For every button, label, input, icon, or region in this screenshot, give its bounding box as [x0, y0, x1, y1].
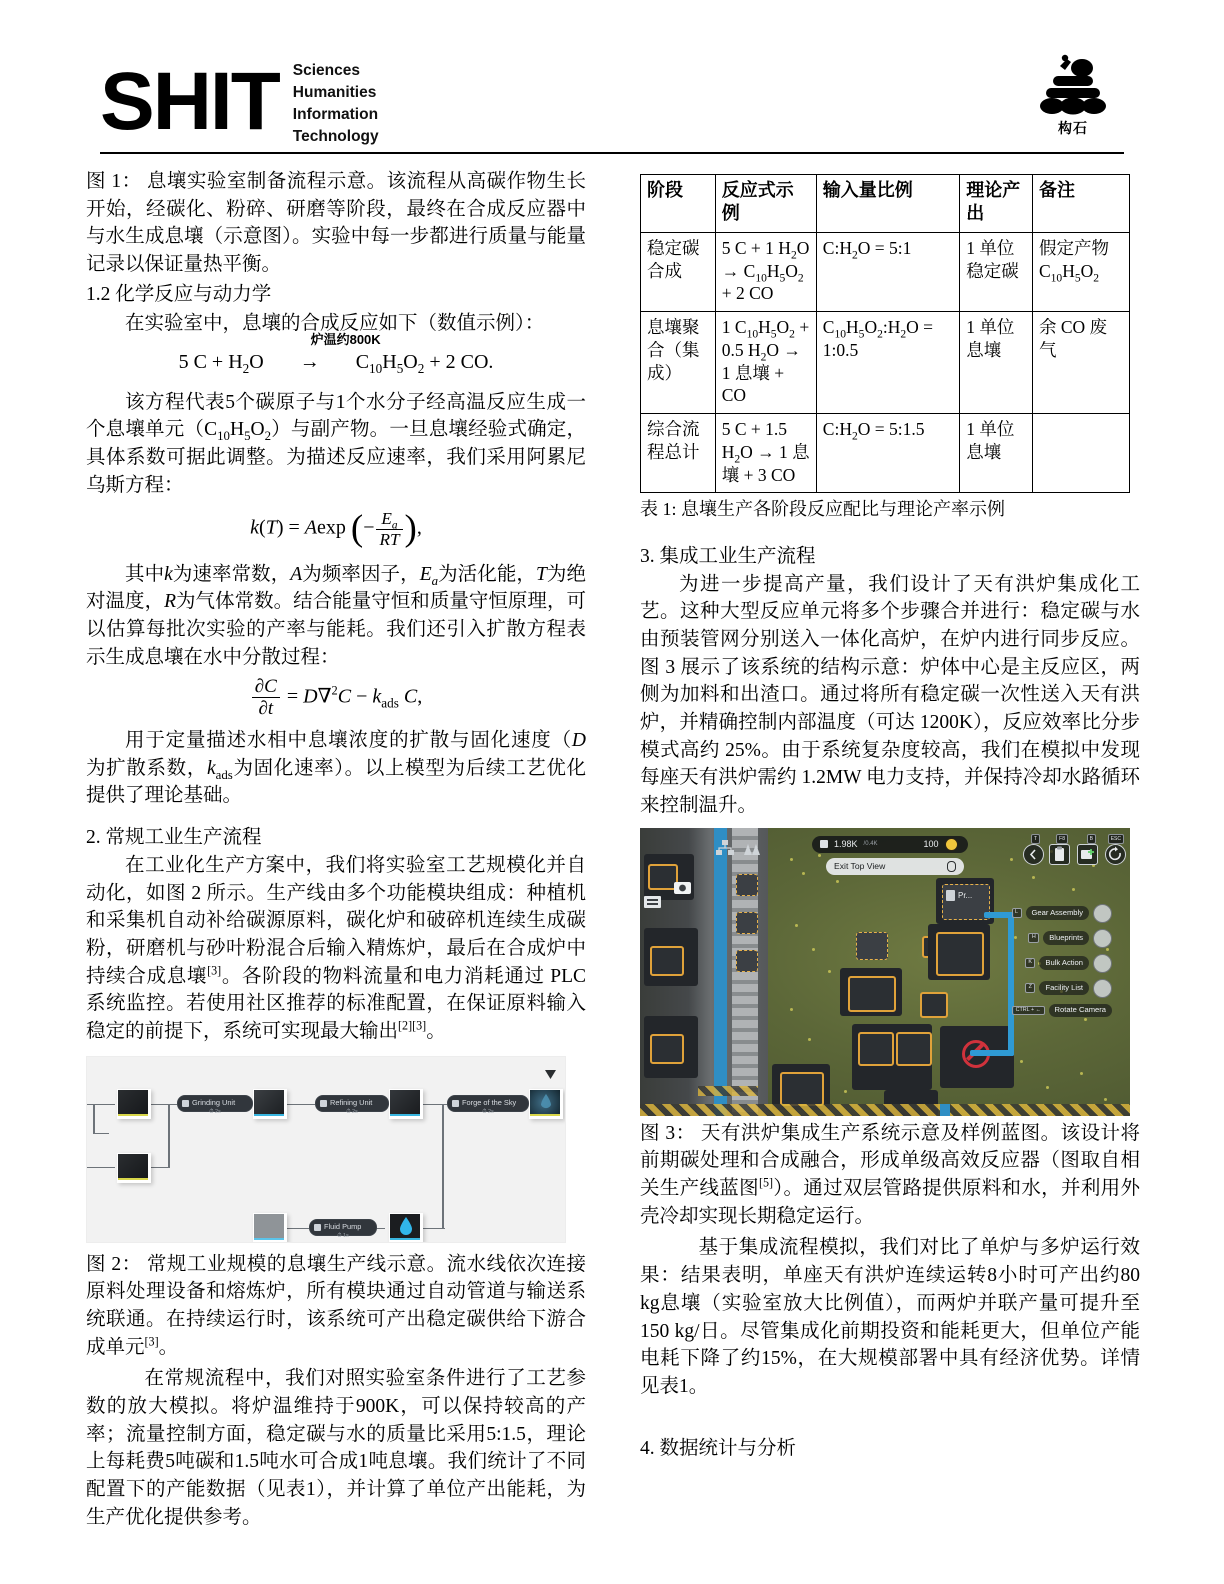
menu-item-gear-assembly[interactable] [1012, 904, 1113, 923]
cell-stage: 稳定碳合成 [641, 232, 716, 311]
bottom-hazard-strip [640, 1104, 1130, 1116]
rotate-tool-button[interactable] [1105, 844, 1126, 865]
figure-2-production-flowchart [86, 1056, 566, 1243]
logo-expansion-line-3: Information [292, 106, 379, 123]
flow-item-carbon-source [117, 1089, 151, 1119]
cell-output: 1 单位息壤 [960, 414, 1033, 493]
flow-node-forge-of-the-sky[interactable] [447, 1095, 529, 1115]
menu-key-gear-assembly: L [1012, 908, 1022, 918]
storage-icon[interactable] [644, 894, 661, 909]
bulk-action-icon[interactable] [1093, 954, 1112, 973]
table-row [641, 232, 1130, 311]
blueprint-add-tool-button[interactable] [1077, 844, 1098, 865]
table-header-note: 备注 [1032, 175, 1129, 233]
bottom-water-marker [940, 1104, 950, 1116]
cell-output: 1 单位稳定碳 [960, 232, 1033, 311]
arrhenius-equation: k(T) = Aexp (− $\frac{E_a}{RT}$ ), [250, 507, 422, 549]
section-1-2-intro: 在实验室中，息壤的合成反应如下（数值示例）： [125, 313, 545, 335]
undo-tool-button[interactable] [1023, 844, 1044, 865]
flow-item-refined-carbon [389, 1089, 423, 1119]
reaction-condition: 炉温约800K [310, 332, 381, 348]
exit-top-view-label: Exit Top View [834, 860, 886, 871]
resource-value: 1.98K [834, 838, 858, 849]
smelter-core[interactable] [848, 976, 896, 1012]
table-header-output: 理论产出 [960, 175, 1033, 233]
logo-expansion-line-2: Humanities [292, 84, 377, 101]
menu-key-bulk-action: K [1025, 958, 1036, 968]
flow-node-forge-of-the-sky-label: Forge of the Sky [462, 1097, 517, 1107]
logo-expansion-line-4: Technology [292, 128, 379, 145]
publisher-mark [1030, 54, 1116, 138]
exit-top-view-button[interactable] [826, 858, 964, 875]
cell-stage: 综合流程总计 [641, 414, 716, 493]
coin-icon [945, 838, 958, 851]
reaction-equation [86, 332, 586, 377]
grinding-unit-icon [182, 1100, 189, 1107]
production-label-text: Pr... [958, 890, 973, 900]
paragraph-after-diffusion: 用于定量描述水相中息壤浓度的扩散与固化速度（D 为扩散系数，$k_{ads}$为固化速率）。以上模型为后续工艺优化提供了理论基础。 [86, 730, 586, 807]
section-2-heading: 2. 常规工业生产流程 [86, 827, 262, 849]
figure-3-game-screenshot [640, 828, 1130, 1116]
conveyor-plate[interactable] [736, 950, 758, 972]
flow-node-grinding-unit-label: Grinding Unit [192, 1097, 236, 1107]
left-column [86, 168, 586, 1532]
section-3-heading: 3. 集成工业生产流程 [640, 545, 816, 567]
blueprints-icon[interactable] [1093, 929, 1112, 948]
conveyor-plate[interactable] [736, 874, 758, 896]
production-list-icon [946, 890, 955, 901]
flow-node-refining-unit-time: ⏱ 2s [346, 1108, 358, 1115]
cell-stage: 息壤聚合（集成） [641, 312, 716, 414]
mouse-icon [947, 861, 956, 872]
coolant-pipe [984, 912, 1014, 918]
resource-unit: /0.4K [863, 840, 878, 847]
masthead-divider [100, 152, 1124, 154]
flow-node-fluid-pump-time: ⏱ 1s [337, 1232, 349, 1239]
figure-2-caption: 图 2： 常规工业规模的息壤生产线示意。流水线依次连接原料处理设备和熔炼炉，所有模块通过自动管道与输送系统联通。在持续运行时，该系统可产出稳定碳供给下游合成单元[3]。 [86, 1253, 586, 1358]
flow-node-grinding-unit[interactable] [177, 1095, 253, 1115]
section-1-2-heading: 1.2 化学反应与动力学 [86, 283, 272, 305]
menu-label-blueprints: Blueprints [1043, 931, 1089, 945]
network-icon[interactable] [716, 840, 734, 856]
table-header-reaction: 反应式示例 [715, 175, 816, 233]
flow-item-carbon-powder [253, 1089, 287, 1119]
section-4-heading: 4. 数据统计与分析 [640, 1437, 797, 1459]
table-header-row [641, 175, 1130, 233]
tool-key-hint: ESC [1108, 834, 1124, 844]
cell-reaction: 5 C + 1 $H_2O \to C_{10}H_5O_2 + 2$ CO [715, 232, 816, 311]
menu-item-facility-list[interactable] [1025, 979, 1112, 998]
resource-icon [820, 840, 828, 848]
stacked-stones-icon [1034, 54, 1112, 116]
reaction-left: 5 $C + H_2O$ [178, 351, 264, 377]
conveyor-plate[interactable] [736, 912, 758, 934]
cell-note [1032, 414, 1129, 493]
coolant-pipe [970, 1050, 1014, 1056]
facility-list-icon[interactable] [1093, 979, 1112, 998]
flow-item-water-intake [253, 1213, 287, 1243]
section-3-paragraph: 为进一步提高产量，我们设计了天有洪炉集成化工艺。这种大型反应单元将多个步骤合并进行：稳定碳与水由预装管网分别送入一体化高炉，在炉内进行同步反应。图 3 展示了该系统的结构示意：炉体中心是主反应区，两侧为加料和出渣口。通过将所有稳定碳一次性送入天有洪炉，并精确控制内部温度（可达 1200K），反应效率比分步模式高约 25%。由于系统复杂度较高，我们在模拟中发现每座天有洪炉需约 1.2MW 电力支持，并保持冷却水路循环来控制温升。 [640, 573, 1140, 817]
reaction-arrow: → [299, 351, 320, 374]
cell-reaction: 1 $C_{10}H_5O_2 + 0.5$ $H_2O \to 1$ 息壤 + CO [715, 312, 816, 414]
menu-label-rotate-camera: Rotate Camera [1049, 1004, 1113, 1018]
section-2-paragraph-2: 在常规流程中，我们对照实验室条件进行了工艺参数的放大模拟。将炉温维持于900K，可以保持较高的产率；流量控制方面，稳定碳与水的质量比采用5:1.5，理论上每耗费5吨碳和1.5吨水可合成1吨息壤。我们统计了不同配置下的产能数据（见表1），并计算了单位产出能耗，为生产优化提供参考。 [86, 1368, 586, 1528]
logo-expansion-line-1: Sciences [292, 62, 361, 79]
assembler-core[interactable] [780, 1072, 824, 1106]
flow-node-refining-unit-label: Refining Unit [330, 1097, 373, 1107]
gear-assembly-icon[interactable] [1093, 904, 1112, 923]
machine-unit[interactable] [896, 1032, 932, 1066]
journal-logo [100, 56, 379, 148]
masthead [100, 50, 1124, 150]
game-right-menu [1012, 904, 1113, 1018]
cell-note: 余 CO 废气 [1032, 312, 1129, 414]
mining-drill[interactable] [856, 932, 888, 960]
clipboard-tool-button[interactable] [1049, 844, 1070, 865]
publisher-mark-label: 构石 [1058, 120, 1088, 136]
tool-key-hint: B [1087, 834, 1096, 844]
figure1-caption: 图 1： 息壤实验室制备流程示意。该流程从高碳作物生长开始，经碳化、粉碎、研磨等阶段，最终在合成反应器中与水生成息壤（示意图）。实验中每一步都进行质量与能量记录以保证量热平衡。 [86, 171, 586, 276]
menu-key-rotate-camera: CTRL + ← [1012, 1006, 1044, 1016]
menu-item-blueprints[interactable] [1028, 929, 1112, 948]
cell-note: 假定产物 $C_{10}H_5O_2$ [1032, 232, 1129, 311]
rail-track [732, 828, 758, 1116]
cell-ratio: $C_{10}H_5O_2:H_2O$ = 1:0.5 [816, 312, 959, 414]
menu-key-facility-list: Z [1025, 983, 1035, 993]
table-1-reaction-ratios [640, 174, 1130, 493]
cell-ratio: $C:H_2O$ = 5:1.5 [816, 414, 959, 493]
machine-unit[interactable] [858, 1032, 894, 1066]
tool-key-hint: T [1031, 834, 1040, 844]
camera-icon[interactable] [674, 880, 691, 895]
production-building-label [946, 890, 972, 901]
section-3-paragraph-2: 基于集成流程模拟，我们对比了单炉与多炉运行效果：结果表明，单座天有洪炉连续运转8小时可产出约80 kg息壤（实验室放大比例值），而两炉并联产量可提升至150 kg/日。尽管集成化前期投资和能耗更大，但单位产能电耗下降了约15%，在大规模部署中具有经济优势。详情见表1。 [640, 1237, 1140, 1397]
paragraph-after-arrhenius: 其中k为速率常数，A为频率因子，$E_a$为活化能，T为绝对温度，R为气体常数。结合能量守恒和质量守恒原理，可以估算每批次实验的产率与能耗。我们还引入扩散方程表示生成息壤在水中分散过程： [86, 563, 586, 668]
menu-item-bulk-action[interactable] [1025, 954, 1112, 973]
flow-node-forge-of-the-sky-time: ⏱ 2s [482, 1108, 494, 1115]
cell-output: 1 单位息壤 [960, 312, 1033, 414]
table-header-ratio: 输入量比例 [816, 175, 959, 233]
facility-block[interactable] [650, 946, 684, 976]
right-column [640, 168, 1140, 1462]
section-2-paragraph: 在工业化生产方案中，我们将实验室工艺规模化并自动化，如图 2 所示。生产线由多个功能模块组成：种植机和采集机自动补给碳源原料，碳化炉和破碎机连续生成碳粉，研磨机与砂叶粉混合后输入精炼炉，最后在合成炉中持续合成息壤[3]。各阶段的物料流量和电力消耗通过 PLC 系统监控。若使用社区推荐的标准配置，在保证原料输入稳定的前提下，系统可实现最大输出[2][3]。 [86, 854, 586, 1042]
water-channel [714, 828, 727, 1116]
table-1-caption: 表 1: 息壤生产各阶段反应配比与理论产率示例 [640, 499, 1005, 520]
menu-label-gear-assembly: Gear Assembly [1026, 906, 1090, 920]
reactor-core[interactable] [936, 932, 984, 976]
cell-ratio: $C:H_2O$ = 5:1 [816, 232, 959, 311]
logo-expansion [293, 56, 379, 148]
diffusion-equation: $\frac{\partial C}{\partial t}$ = $D\nabla^2C - k_{ads}$ C, [86, 676, 586, 720]
facility-block[interactable] [650, 1034, 684, 1064]
menu-item-rotate-camera[interactable] [1012, 1004, 1112, 1018]
coin-value: 100 [923, 838, 939, 849]
resource-hud-bar [812, 836, 968, 853]
flow-item-sand-leaf [117, 1153, 151, 1183]
table-header-stage: 阶段 [641, 175, 716, 233]
hazard-marking [698, 1086, 758, 1096]
xirang-glyph-icon [539, 1093, 553, 1111]
water-droplet-icon [399, 1217, 413, 1235]
flow-node-refining-unit[interactable] [315, 1095, 389, 1115]
figure-3-caption: 图 3： 天有洪炉集成生产系统示意及样例蓝图。该设计将前期碳处理和合成融合，形成单级高效反应器（图取自相关生产线蓝图[5]）。通过双层管路提供原料和水，并利用外壳冷却实现长期稳定运行。 [640, 1122, 1140, 1227]
tool-key-hint: F8 [1056, 834, 1068, 844]
menu-label-bulk-action: Bulk Action [1039, 956, 1089, 970]
flow-node-fluid-pump[interactable] [309, 1219, 377, 1239]
factory-icon[interactable] [742, 840, 762, 856]
machine-unit[interactable] [920, 992, 948, 1018]
table-row [641, 312, 1130, 414]
fluid-pump-icon [314, 1224, 321, 1231]
menu-key-blueprints: H [1028, 933, 1039, 943]
refining-unit-icon [320, 1100, 327, 1107]
logo-wordmark: SHIT [100, 56, 279, 148]
cell-reaction: 5 C + 1.5 $H_2O \to 1$ 息壤 + 3 CO [715, 414, 816, 493]
flow-collapse-icon[interactable] [544, 1061, 557, 1089]
menu-label-facility-list: Facility List [1039, 981, 1089, 995]
paragraph-after-reaction: 该方程代表5个碳原子与1个水分子经高温反应生成一个息壤单元$(C_{10}H_5O_2)$与副产物。一旦息壤经验式确定，具体系数可据此调整。为描述反应速率，我们采用阿累尼乌斯方程： [86, 391, 586, 496]
reaction-right: $C_{10}H_5O_2 + 2$ CO. [355, 351, 494, 377]
table-row [641, 414, 1130, 493]
flow-node-fluid-pump-label: Fluid Pump [324, 1221, 362, 1231]
forge-of-the-sky-icon [452, 1100, 459, 1107]
flow-node-grinding-unit-time: ⏱ 2s [209, 1108, 221, 1115]
